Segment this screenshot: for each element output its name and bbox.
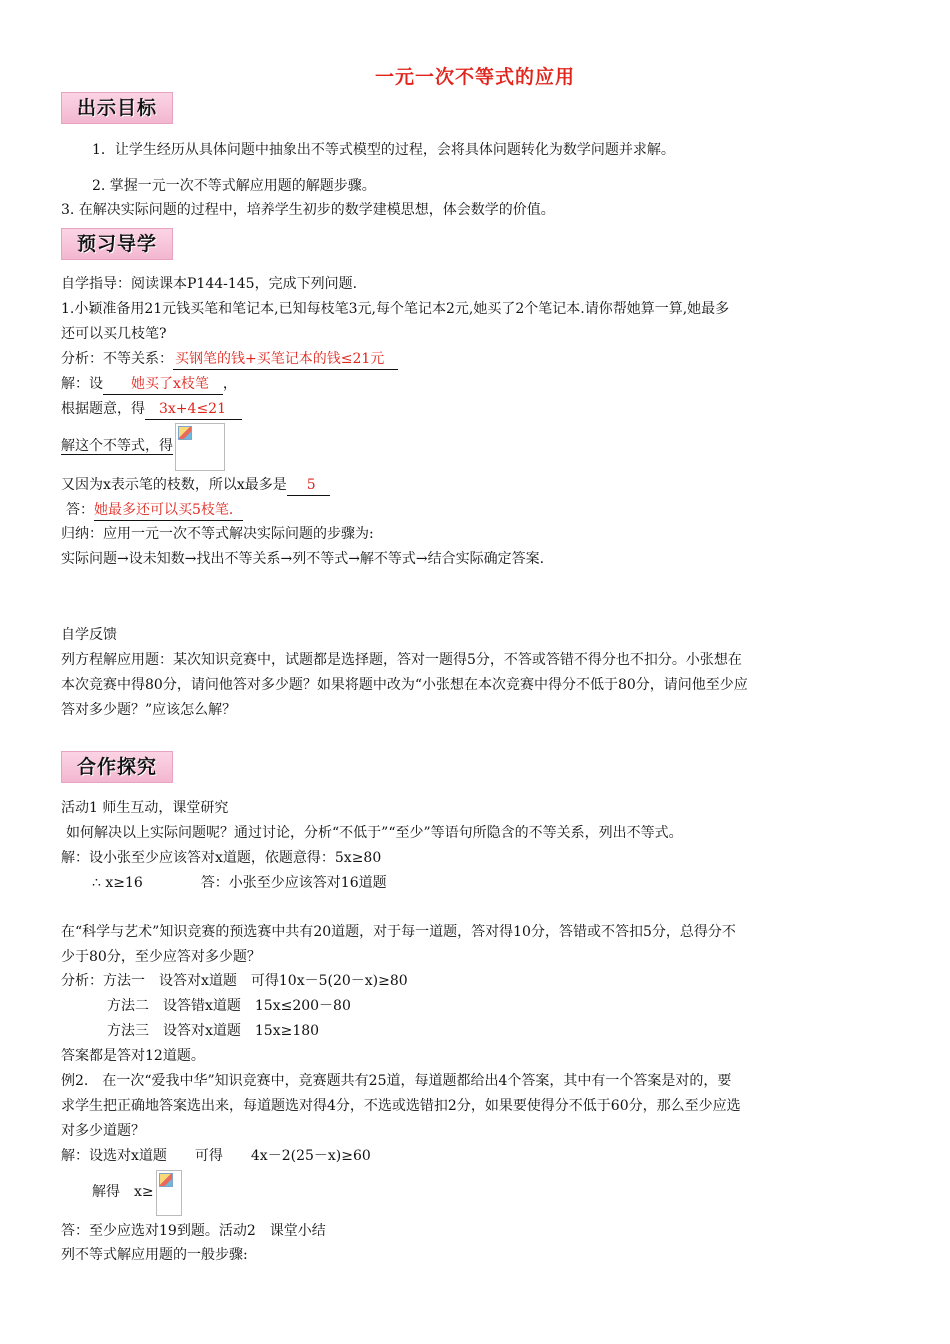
broken-image-icon (178, 426, 192, 440)
analysis-answer: 买钢笔的钱+买笔记本的钱≤21元 (173, 349, 398, 370)
answer-text: 她最多还可以买5枝笔． (94, 500, 243, 521)
broken-image-icon (159, 1173, 173, 1187)
missing-image-placeholder-2 (156, 1170, 182, 1216)
summary-steps: 实际问题→设未知数→找出不等关系→列不等式→解不等式→结合实际确定答案. (61, 551, 545, 567)
analysis-row (61, 349, 398, 370)
according-row (61, 399, 242, 420)
feedback-line-2: 本次竞赛中得80分，请问他答对多少题？如果将题中改为“小张想在本次竞赛中得分不低于80分，请问他至少应 (61, 677, 748, 693)
according-label: 根据题意，得 (61, 401, 145, 417)
therefore-result: ∴ x≥16 (92, 875, 143, 891)
science-problem-line-2: 少于80分，至少应答对多少题？ (61, 949, 261, 965)
example-2-solve-label: 解得 x≥ (92, 1184, 154, 1200)
solve-inequality-label: 解这个不等式，得 (61, 438, 173, 454)
solve-row (61, 374, 237, 395)
solve-inequality-row (61, 422, 225, 471)
method-3: 方法三 设答对x道题 15x≥180 (107, 1023, 320, 1039)
activity-1-prompt: 如何解决以上实际问题呢？通过讨论，分析“不低于”“至少”等语句所隐含的不等关系，列出不等式。 (66, 825, 683, 841)
solution-1-line-1: 解：设小张至少应该答对x道题，依题意得：5x≥80 (61, 850, 382, 866)
example-2-answer: 答：至少应选对19到题。活动2 课堂小结 (61, 1223, 326, 1239)
method-2: 方法二 设答错x道题 15x≤200－80 (107, 998, 351, 1014)
science-problem-line-1: 在“科学与艺术”知识竞赛的预选赛中共有20道题，对于每一道题，答对得10分，答错或不答扣5分，总得分不 (61, 924, 736, 940)
general-steps-heading: 列不等式解应用题的一般步骤: (61, 1247, 248, 1263)
according-answer: 3x+4≤21 (145, 399, 242, 420)
feedback-line-1: 列方程解应用题：某次知识竞赛中，试题都是选择题，答对一题得5分，不答或答错不得分也不扣分。小张想在 (61, 652, 742, 668)
solve-answer: 她买了x枝笔 (103, 374, 223, 395)
missing-image-placeholder (175, 423, 225, 471)
answer-row (66, 500, 243, 521)
since-answer: 5 (287, 475, 330, 496)
activity-1-heading: 活动1 师生互动，课堂研究 (61, 800, 229, 816)
analysis-label: 分析：不等关系： (61, 351, 173, 367)
goal-item-1: 1．让学生经历从具体问题中抽象出不等式模型的过程，会将具体问题转化为数学问题并求解。 (92, 142, 675, 158)
all-answer: 答案都是答对12道题。 (61, 1048, 205, 1064)
feedback-line-3: 答对多少题？”应该怎么解？ (61, 702, 237, 718)
example-2-line-3: 对多少道题？ (61, 1123, 145, 1139)
solve-label: 解：设 (61, 376, 103, 392)
section-banner-explore: 合作探究 (61, 751, 173, 783)
example-2-line-1: 例2. 在一次“爱我中华”知识竞赛中，竞赛题共有25道，每道题都给出4个答案，其中有一个答案是对的，要 (61, 1073, 732, 1089)
summary-label: 归纳：应用一元一次不等式解决实际问题的步骤为: (61, 526, 374, 542)
question-1-line-1: 1.小颖准备用21元钱买笔和笔记本,已知每枝笔3元,每个笔记本2元,她买了2个笔记本.请你帮她算一算,她最多 (61, 301, 730, 317)
example-2-line-2: 求学生把正确地答案选出来，每道题选对得4分，不选或选错扣2分，如果要使得分不低于60分，那么至少应选 (61, 1098, 741, 1114)
since-row (61, 475, 330, 496)
method-1: 分析：方法一 设答对x道题 可得10x－5(20－x)≥80 (61, 973, 408, 989)
self-study-guide: 自学指导：阅读课本P144-145，完成下列问题. (61, 276, 358, 292)
example-2-solve-row (92, 1168, 182, 1216)
answer-label: 答： (66, 502, 94, 518)
goal-item-2: 2. 掌握一元一次不等式解应用题的解题步骤。 (92, 178, 376, 194)
since-label: 又因为x表示笔的枝数，所以x最多是 (61, 477, 287, 493)
example-2-solution: 解：设选对x道题 可得 4x－2(25－x)≥60 (61, 1148, 371, 1164)
page-title: 一元一次不等式的应用 (374, 66, 575, 88)
solution-1-line-2 (92, 873, 387, 893)
solve-comma: ， (222, 376, 237, 392)
solution-1-answer: 答：小张至少应该答对16道题 (200, 875, 387, 891)
section-banner-goals: 出示目标 (61, 92, 173, 124)
feedback-heading: 自学反馈 (61, 627, 117, 643)
question-1-line-2: 还可以买几枝笔? (61, 326, 167, 342)
goal-item-3: 3. 在解决实际问题的过程中，培养学生初步的数学建模思想，体会数学的价值。 (61, 202, 555, 218)
section-banner-preview: 预习导学 (61, 228, 173, 260)
